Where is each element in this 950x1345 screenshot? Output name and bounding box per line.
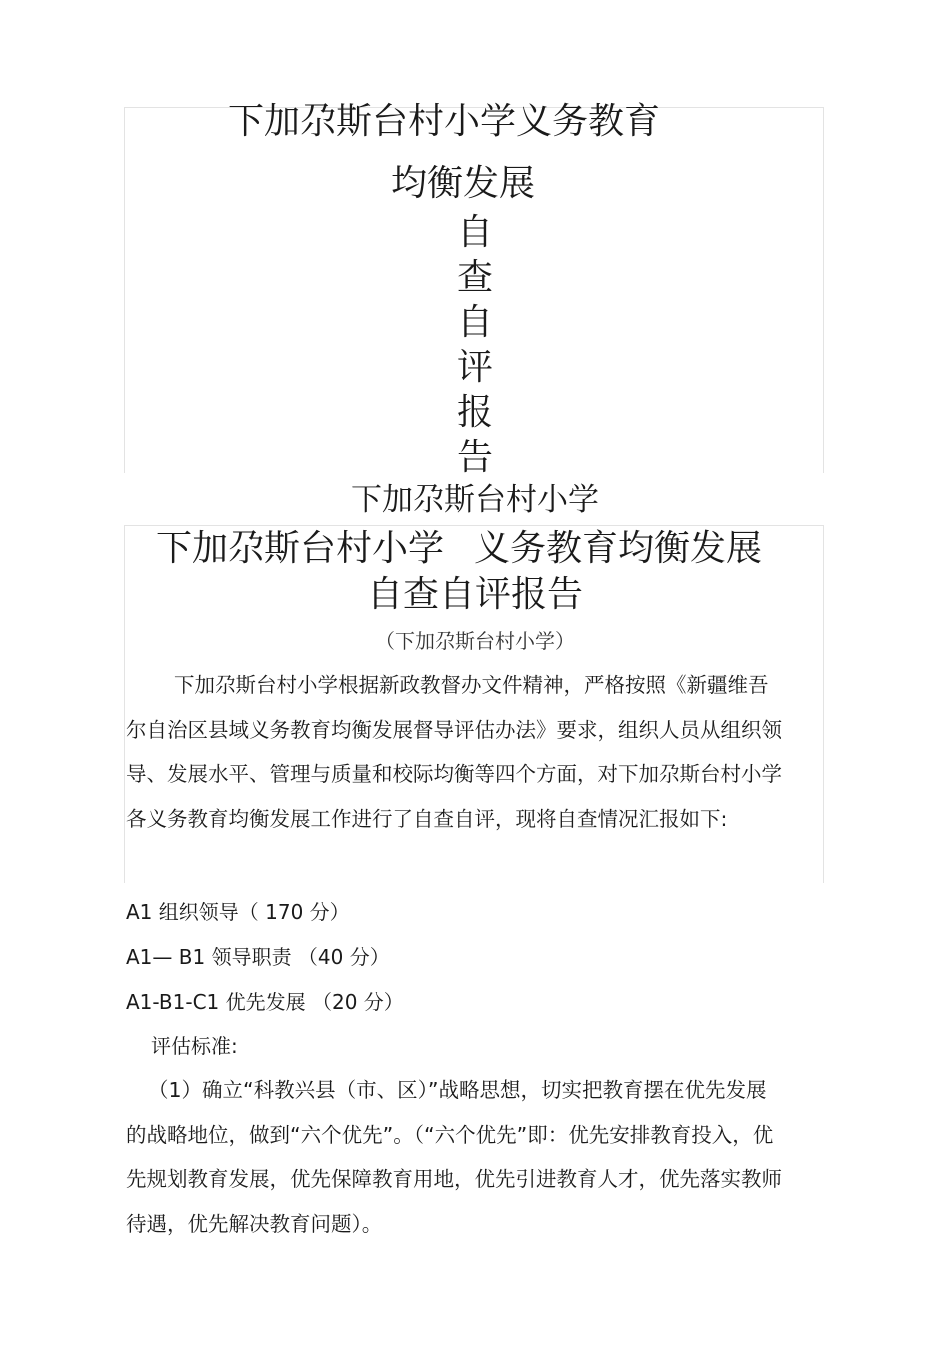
report-title-line-1 [156, 528, 762, 570]
vertical-char: 自 [456, 302, 493, 343]
vertical-char: 报 [456, 392, 493, 433]
report-title-topic: 义务教育均衡发展 [474, 528, 763, 569]
section-b1-heading: A1— B1 领导职责 （40 分） [126, 945, 390, 969]
report-title-line-2: 自查自评报告 [366, 574, 583, 615]
vertical-char: 告 [456, 437, 493, 478]
cover-title-line-2: 均衡发展 [391, 163, 536, 204]
vertical-char: 评 [456, 347, 493, 388]
criteria-paragraph-1: （1）确立“科教兴县（市、区）”战略思想，切实把教育摆在优先发展的战略地位，做到“六个优先”。（“六个优先”即：优先安排教育投入，优先规划教育发展，优先保障教育用地，优先引进教育人才，优先落实教师待遇，优先解决教育问题）。 [126, 1078, 782, 1236]
intro-paragraph: 下加尕斯台村小学根据新政教督办文件精神，严格按照《新疆维吾尔自治区县域义务教育均衡发展督导评估办法》要求，组织人员从组织领导、发展水平、管理与质量和校际均衡等四个方面，对下加尕斯台村小学各义务教育均衡发展工作进行了自查自评，现将自查情况汇报如下: [126, 673, 782, 831]
cover-vertical-title [455, 210, 495, 480]
section-c1-heading: A1-B1-C1 优先发展 （20 分） [126, 990, 404, 1014]
criteria-label: 评估标准: [151, 1034, 238, 1058]
cover-school-name: 下加尕斯台村小学 [351, 482, 599, 518]
report-subtitle: （下加尕斯台村小学） [375, 629, 575, 653]
vertical-char: 查 [456, 257, 493, 298]
report-title-school: 下加尕斯台村小学 [156, 528, 445, 569]
section-a1-heading: A1 组织领导（ 170 分） [126, 900, 350, 924]
cover-title-line-1: 下加尕斯台村小学义务教育 [228, 101, 661, 142]
vertical-char: 自 [456, 212, 493, 253]
